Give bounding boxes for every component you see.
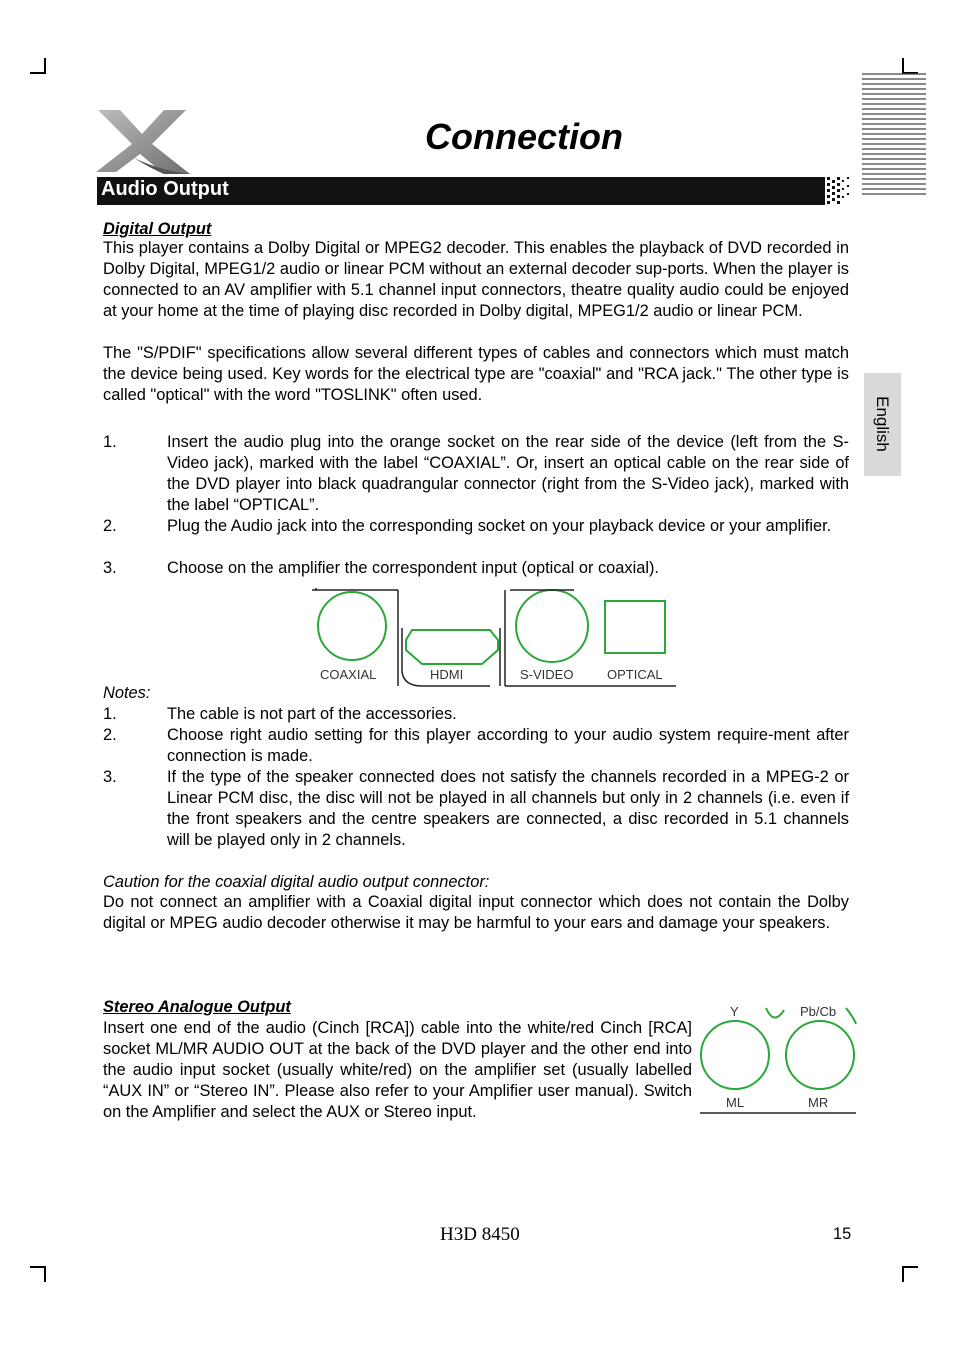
brand-logo-icon bbox=[94, 108, 194, 176]
hdmi-label: HDMI bbox=[430, 667, 464, 682]
stereo-socket-illustration bbox=[696, 1004, 860, 1118]
crop-mark-bottom-right bbox=[902, 1266, 918, 1282]
note-text: If the type of the speaker connected does not satisfy the channels recorded in a MPEG-2 or Linear PCM disc, the disc will not be played in all channels but only in 2 channels (i.e. even if the front speakers and the centre speakers are connected, a disc recorded in 5.1 channels will be played only in 2 channels. bbox=[167, 768, 849, 849]
stripe-decoration bbox=[862, 72, 928, 202]
notes-heading: Notes: bbox=[103, 684, 151, 702]
footer-model-name: H3D 8450 bbox=[440, 1224, 520, 1245]
note-text: Choose right audio setting for this player according to your audio system require-ment after connection is made. bbox=[167, 726, 849, 765]
stereo-output-heading: Stereo Analogue Output bbox=[103, 998, 291, 1016]
ml-socket bbox=[701, 1021, 769, 1089]
mr-label: MR bbox=[808, 1095, 829, 1110]
caution-heading: Caution for the coaxial digital audio output connector: bbox=[103, 873, 490, 891]
optical-socket bbox=[605, 601, 665, 653]
y-label: Y bbox=[730, 1004, 739, 1019]
note-number: 2. bbox=[103, 726, 117, 744]
bar-dot-pattern bbox=[815, 177, 855, 205]
page-title: Connection bbox=[425, 116, 623, 157]
ml-label: ML bbox=[726, 1095, 745, 1110]
step-number: 2. bbox=[103, 517, 117, 535]
digital-output-heading: Digital Output bbox=[103, 220, 212, 238]
coaxial-socket bbox=[318, 592, 386, 660]
section-title: Audio Output bbox=[101, 178, 229, 200]
digital-output-paragraph-1: This player contains a Dolby Digital or MPEG2 decoder. This enables the playback of DVD recorded in Dolby Digital, MPEG1/2 audio or linear PCM without an external decoder sup-ports. When the player is connected to an AV amplifier with 5.1 channel input connectors, theatre quality audio could be enjoyed at your home at the time of playing disc recorded in Dolby digital, MPEG1/2 audio or linear PCM. bbox=[103, 239, 849, 320]
page-number: 15 bbox=[833, 1225, 852, 1243]
note-number: 3. bbox=[103, 768, 117, 786]
step-number: 3. bbox=[103, 559, 117, 577]
svideo-socket bbox=[516, 590, 588, 662]
note-text: The cable is not part of the accessories. bbox=[167, 705, 457, 723]
step-text: Insert the audio plug into the orange socket on the rear side of the device (left from the S-Video jack), marked with the label “COAXIAL”. Or, insert an optical cable on the rear side of the DVD player into black quadrangular connector (right from the S-Video jack), marked with the label “OPTICAL”. bbox=[167, 433, 849, 514]
caution-text: Do not connect an amplifier with a Coaxial digital input connector which does not contain the Dolby digital or MPEG audio decoder otherwise it may be harmful to your ears and damage your speakers. bbox=[103, 893, 849, 932]
crop-mark-bottom-left bbox=[30, 1266, 46, 1282]
note-number: 1. bbox=[103, 705, 117, 723]
svideo-label: S-VIDEO bbox=[520, 667, 574, 682]
pb-label: Pb/Cb bbox=[800, 1004, 837, 1019]
step-number: 1. bbox=[103, 433, 117, 451]
step-text: Plug the Audio jack into the corresponding socket on your playback device or your amplifier. bbox=[167, 517, 832, 535]
connector-panel-illustration bbox=[312, 588, 680, 692]
language-tab-label: English bbox=[873, 396, 892, 452]
coaxial-label: COAXIAL bbox=[320, 667, 377, 682]
mr-socket bbox=[786, 1021, 854, 1089]
hdmi-socket bbox=[406, 630, 498, 664]
optical-label: OPTICAL bbox=[607, 667, 663, 682]
stereo-output-text: Insert one end of the audio (Cinch [RCA]) cable into the white/red Cinch [RCA] socket ML/MR AUDIO OUT at the back of the DVD player and the other end into the audio input socket (usually white/red) on the amplifier set (usually labelled “AUX IN” or “Stereo IN”. Please also refer to your Amplifier user manual). Switch on the Amplifier and select the AUX or Stereo input. bbox=[103, 1019, 692, 1121]
step-text: Choose on the amplifier the correspondent input (optical or coaxial). bbox=[167, 559, 659, 577]
crop-mark-top-left bbox=[30, 58, 46, 74]
digital-output-paragraph-2: The "S/PDIF" specifications allow several different types of cables and connectors which must match the device being used. Key words for the electrical type are "coaxial" and "RCA jack." The other type is called "optical" with the word "TOSLINK" often used. bbox=[103, 344, 849, 404]
